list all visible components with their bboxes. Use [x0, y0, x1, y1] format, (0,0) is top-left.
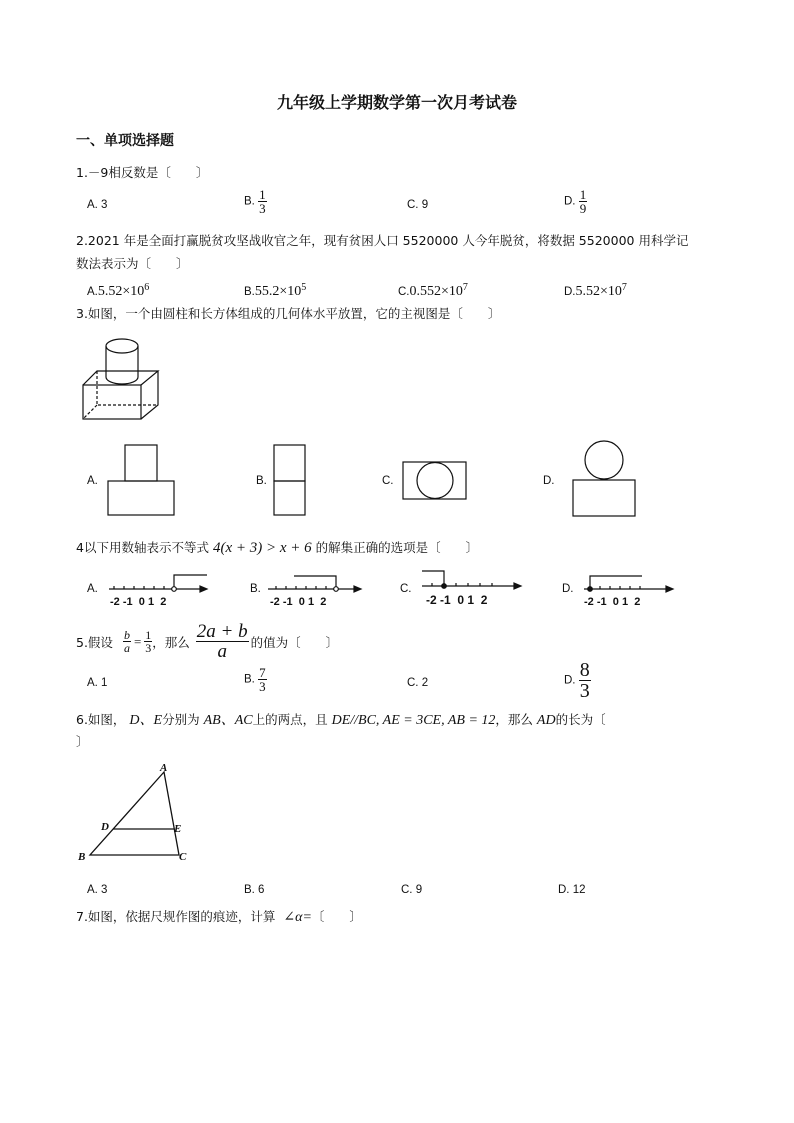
label-e: E [174, 823, 182, 835]
q3-option-c[interactable]: C. [382, 475, 394, 487]
q1-option-a[interactable]: A. 3 [87, 199, 108, 211]
q6-stem-line2: 〕 [76, 734, 89, 749]
q5-stem: 5.假设 $\frac{b}{a}$ = $\frac{1}{3}$ ，那么 $\frac{2a + b}{a}$ 的值为〔 〕 [76, 621, 339, 662]
q1-option-b-fraction: $\frac{1}{3}$ [259, 187, 266, 216]
q2-option-a[interactable]: $A.5.52\times 10^6$ [87, 282, 150, 299]
q4-option-c-ticks: -2 -1 0 1 2 [426, 593, 488, 607]
label-c: C [179, 851, 187, 863]
q3-solid-figure [80, 335, 162, 425]
q2-stem-line2: 数法表示为〔 〕 [76, 256, 189, 271]
q6-option-d[interactable]: D. 12 [558, 884, 586, 896]
q6-option-b[interactable]: B. 6 [244, 884, 265, 896]
label-a: A [160, 762, 168, 774]
q5-option-d-fraction: $\frac{8}{3}$ [579, 659, 590, 702]
page-title: 九年级上学期数学第一次月考试卷 [276, 93, 517, 112]
q4-option-d[interactable]: D. [562, 583, 574, 595]
q1-option-b-label: B. [244, 195, 255, 208]
q6-triangle-figure [76, 760, 196, 866]
q3-option-d-figure [570, 438, 640, 520]
q5-expression: $\frac{2a + b}{a}$ [196, 621, 248, 662]
q4-option-b-ticks: -2 -1 0 1 2 [270, 596, 327, 608]
q4-option-a-ticks: -2 -1 0 1 2 [110, 596, 167, 608]
q2-option-c[interactable]: $C.0.552\times 10^7$ [398, 282, 468, 299]
q6-option-c[interactable]: C. 9 [401, 884, 423, 896]
q6-option-a[interactable]: A. 3 [87, 884, 108, 896]
q1-option-d[interactable] [564, 188, 587, 215]
q3-option-a-figure [106, 444, 176, 518]
q5-condition-fraction: $\frac{b}{a}$ [123, 628, 130, 655]
q3-option-b[interactable]: B. [256, 475, 267, 487]
q6-stem-line1: 6.如图， D、E分别为 AB、AC上的两点，且 DE//BC, AE = 3CE, AB = 12，那么 AD的长为〔 [76, 712, 606, 728]
q7-stem: 7.如图，依据尺规作图的痕迹，计算 ∠α=〔 〕 [76, 909, 362, 925]
q1-option-c[interactable]: C. 9 [407, 199, 429, 211]
q2-option-b[interactable]: $B.55.2\times 10^5$ [244, 282, 307, 299]
section-heading: 一、单项选择题 [76, 133, 174, 149]
q5-option-c[interactable]: C. 2 [407, 677, 429, 689]
q4-inequality: 4(x + 3) > x + 6 [212, 540, 312, 556]
q4-option-b[interactable]: B. [250, 583, 261, 595]
q3-option-c-figure [400, 460, 470, 504]
q4-option-d-ticks: -2 -1 0 1 2 [584, 596, 641, 608]
q4-stem: 4以下用数轴表示不等式 4(x + 3) > x + 6 的解集正确的选项是〔 〕 [76, 540, 479, 556]
q3-option-a[interactable]: A. [87, 475, 98, 487]
q3-option-d[interactable]: D. [543, 475, 555, 487]
q4-option-c[interactable]: C. [400, 583, 412, 595]
q1-stem: 1.－9相反数是〔 〕 [76, 165, 209, 180]
q5-option-d[interactable]: D. $\frac{8}{3}$ [564, 659, 590, 702]
q1-option-d-label: D. [564, 195, 576, 208]
label-b: B [78, 851, 86, 863]
q5-condition-value: $\frac{1}{3}$ [145, 628, 152, 655]
q5-option-b[interactable]: B. $\frac{7}{3}$ [244, 665, 266, 694]
q3-stem: 3.如图，一个由圆柱和长方体组成的几何体水平放置，它的主视图是〔 〕 [76, 306, 501, 321]
q5-option-b-fraction: $\frac{7}{3}$ [259, 665, 266, 694]
q3-option-b-figure [272, 444, 308, 518]
q1-option-d-fraction: $\frac{1}{9}$ [579, 187, 587, 216]
label-d: D [101, 821, 109, 833]
q2-option-d[interactable]: $D.5.52\times 10^7$ [564, 282, 627, 299]
q5-option-a[interactable]: A. 1 [87, 677, 108, 689]
q4-option-a[interactable]: A. [87, 583, 98, 595]
q1-option-b[interactable] [244, 188, 267, 215]
q2-stem-line1: 2.2021 年是全面打赢脱贫攻坚战收官之年，现有贫困人口 5520000 人今年脱贫，将数据 5520000 用科学记 [76, 233, 689, 248]
